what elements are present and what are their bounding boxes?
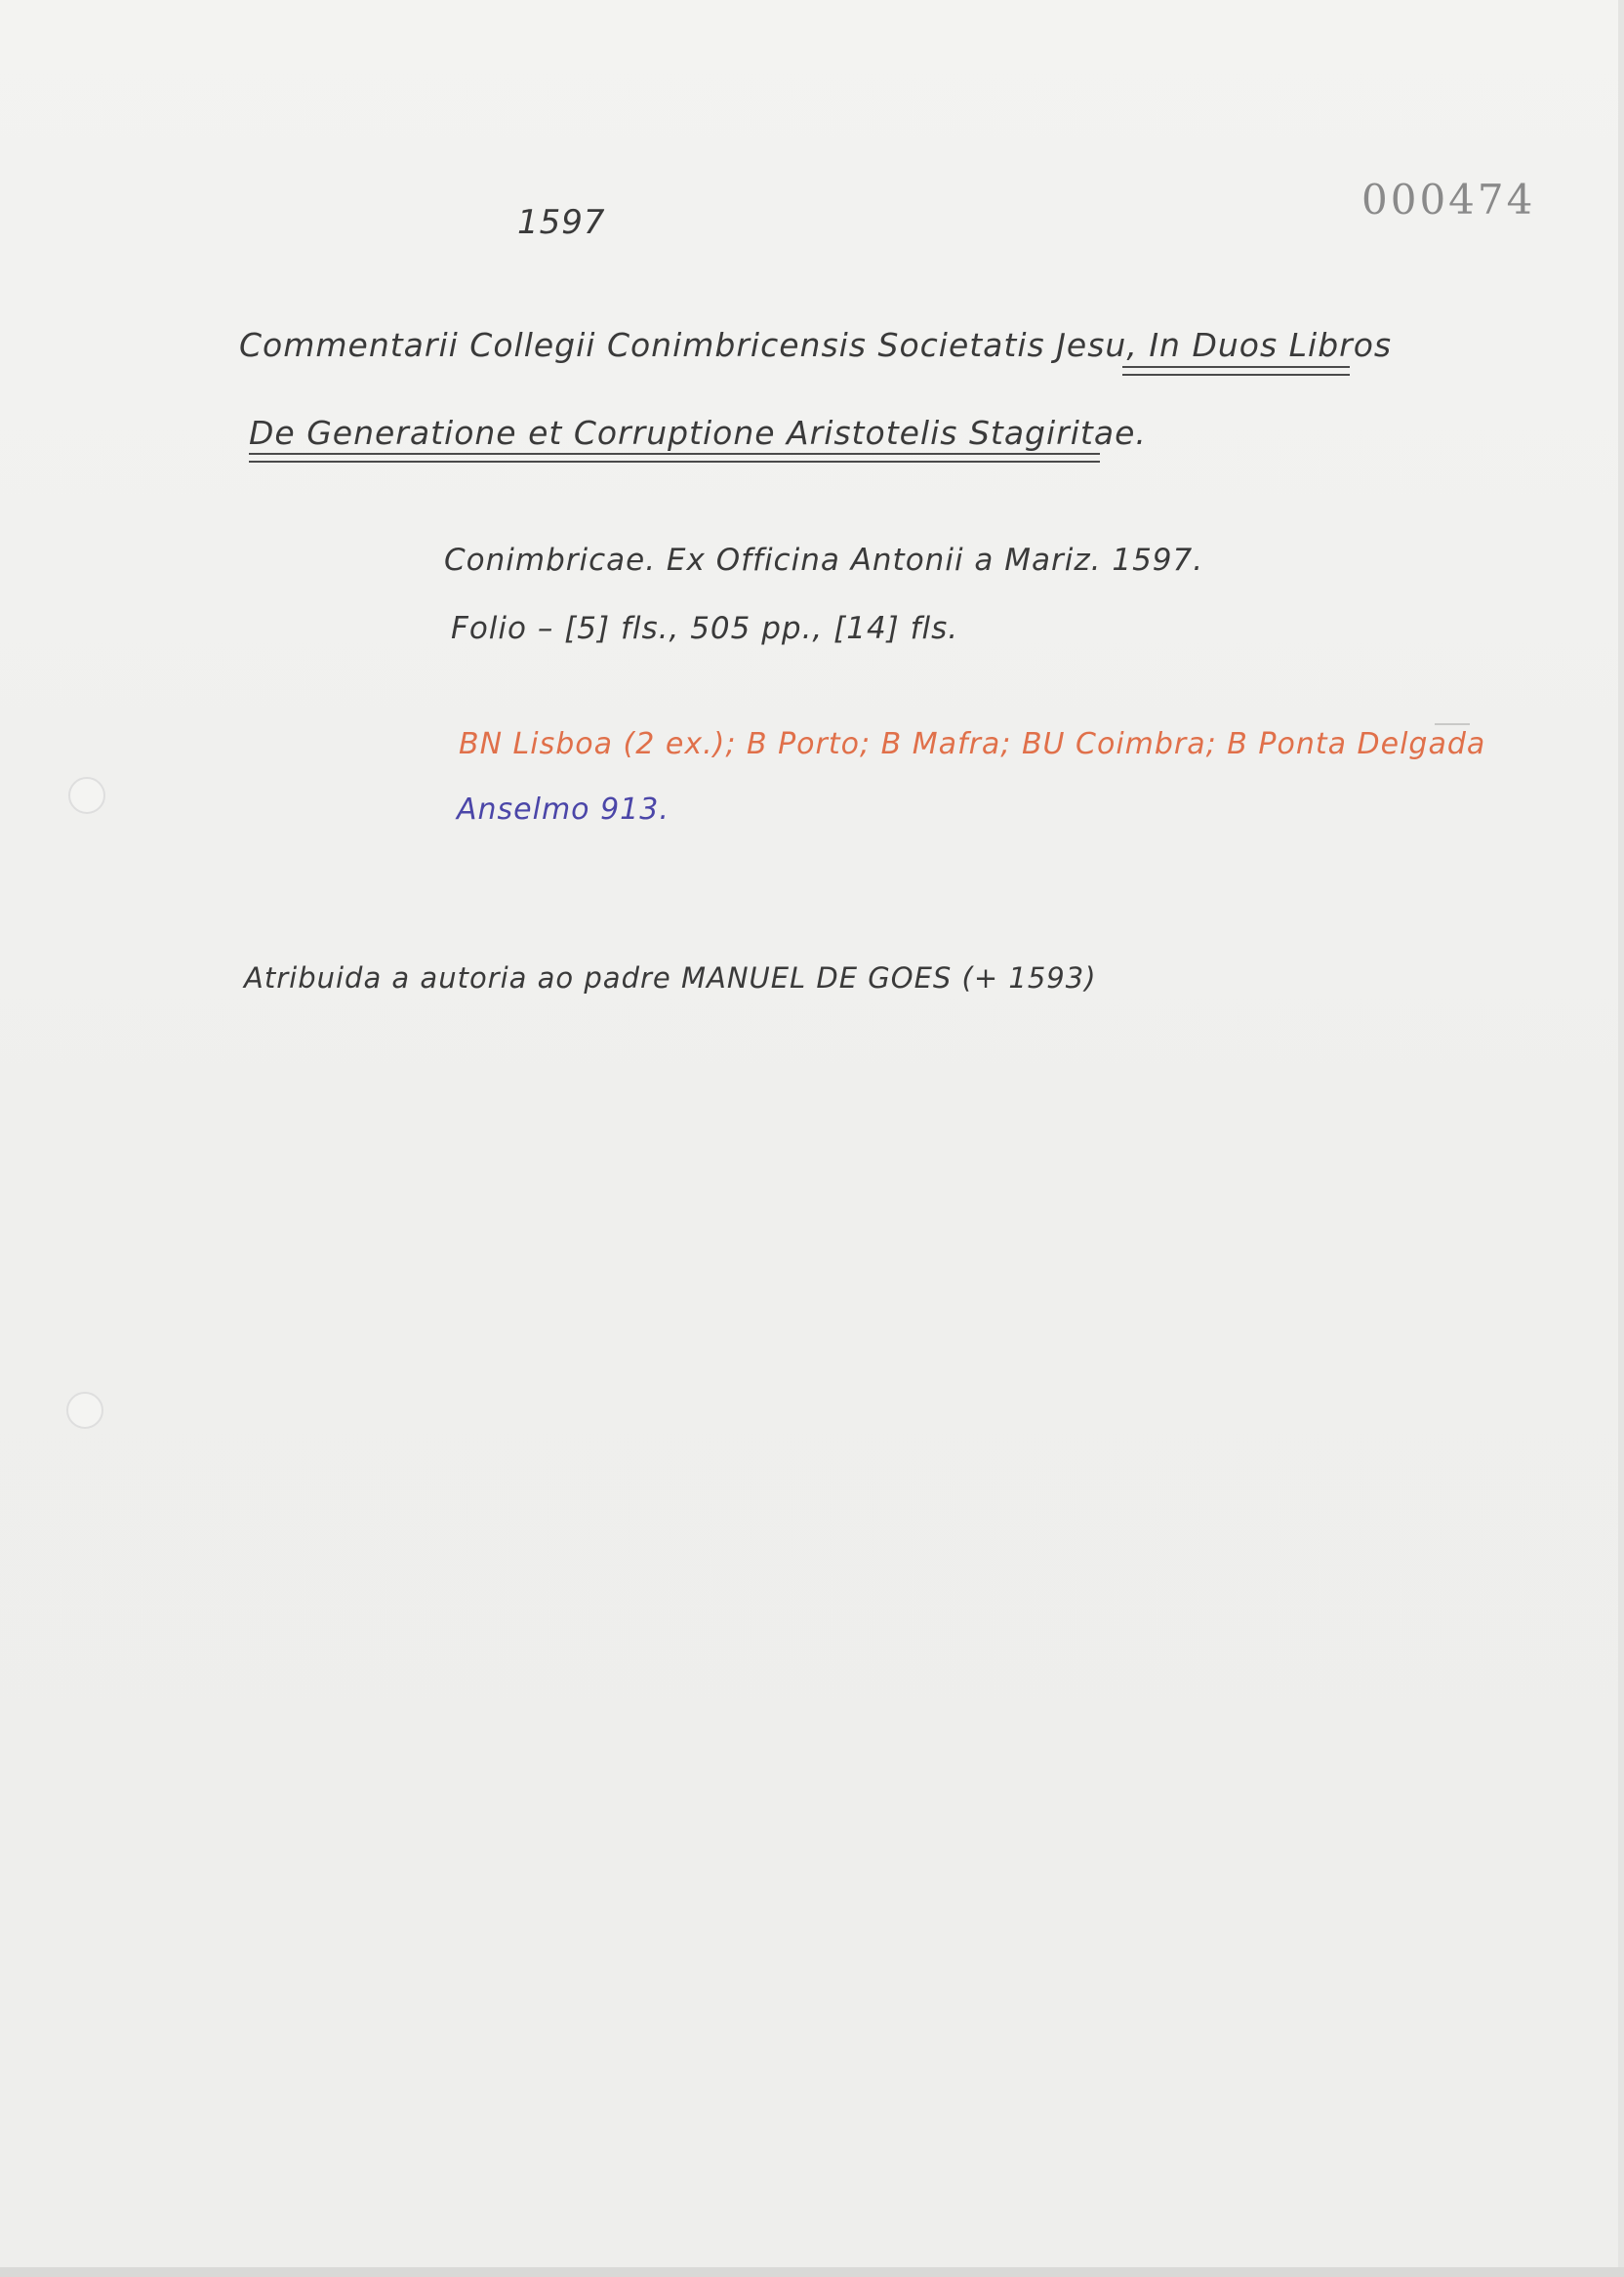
title-line-2-double-underline bbox=[249, 453, 1100, 463]
title-line-2-period: . bbox=[1135, 414, 1147, 452]
title-line-1-underlined: In Duos Libros bbox=[1149, 326, 1393, 364]
paper-edge-bottom bbox=[0, 2267, 1624, 2277]
title-line-1-double-underline bbox=[1122, 366, 1350, 376]
pencil-mark bbox=[1435, 723, 1470, 725]
authorship-attribution: Atribuida a autoria ao padre MANUEL DE GOES (+ 1593) bbox=[244, 961, 1097, 995]
reference-number-stamp: 000474 bbox=[1361, 176, 1536, 224]
title-line-1 bbox=[239, 326, 1392, 364]
imprint-line: Conimbricae. Ex Officina Antonii a Mariz. 1597. bbox=[444, 543, 1204, 578]
year-heading: 1597 bbox=[517, 203, 606, 242]
title-line-1-text: Commentarii Collegii Conimbricensis Societatis Jesu, bbox=[239, 326, 1138, 364]
punch-hole-lower bbox=[66, 1392, 103, 1429]
paper-edge-right bbox=[1618, 0, 1624, 2277]
title-line-2 bbox=[249, 414, 1147, 452]
title-line-2-text: De Generatione et Corruptione Aristotelis Stagiritae bbox=[249, 414, 1136, 452]
bibliographic-reference: Anselmo 913. bbox=[457, 793, 670, 827]
collation-line: Folio – [5] fls., 505 pp., [14] fls. bbox=[451, 611, 959, 646]
punch-hole-upper bbox=[68, 777, 105, 814]
holdings-libraries: BN Lisboa (2 ex.); B Porto; B Mafra; BU Coimbra; B Ponta Delgada bbox=[459, 727, 1486, 761]
